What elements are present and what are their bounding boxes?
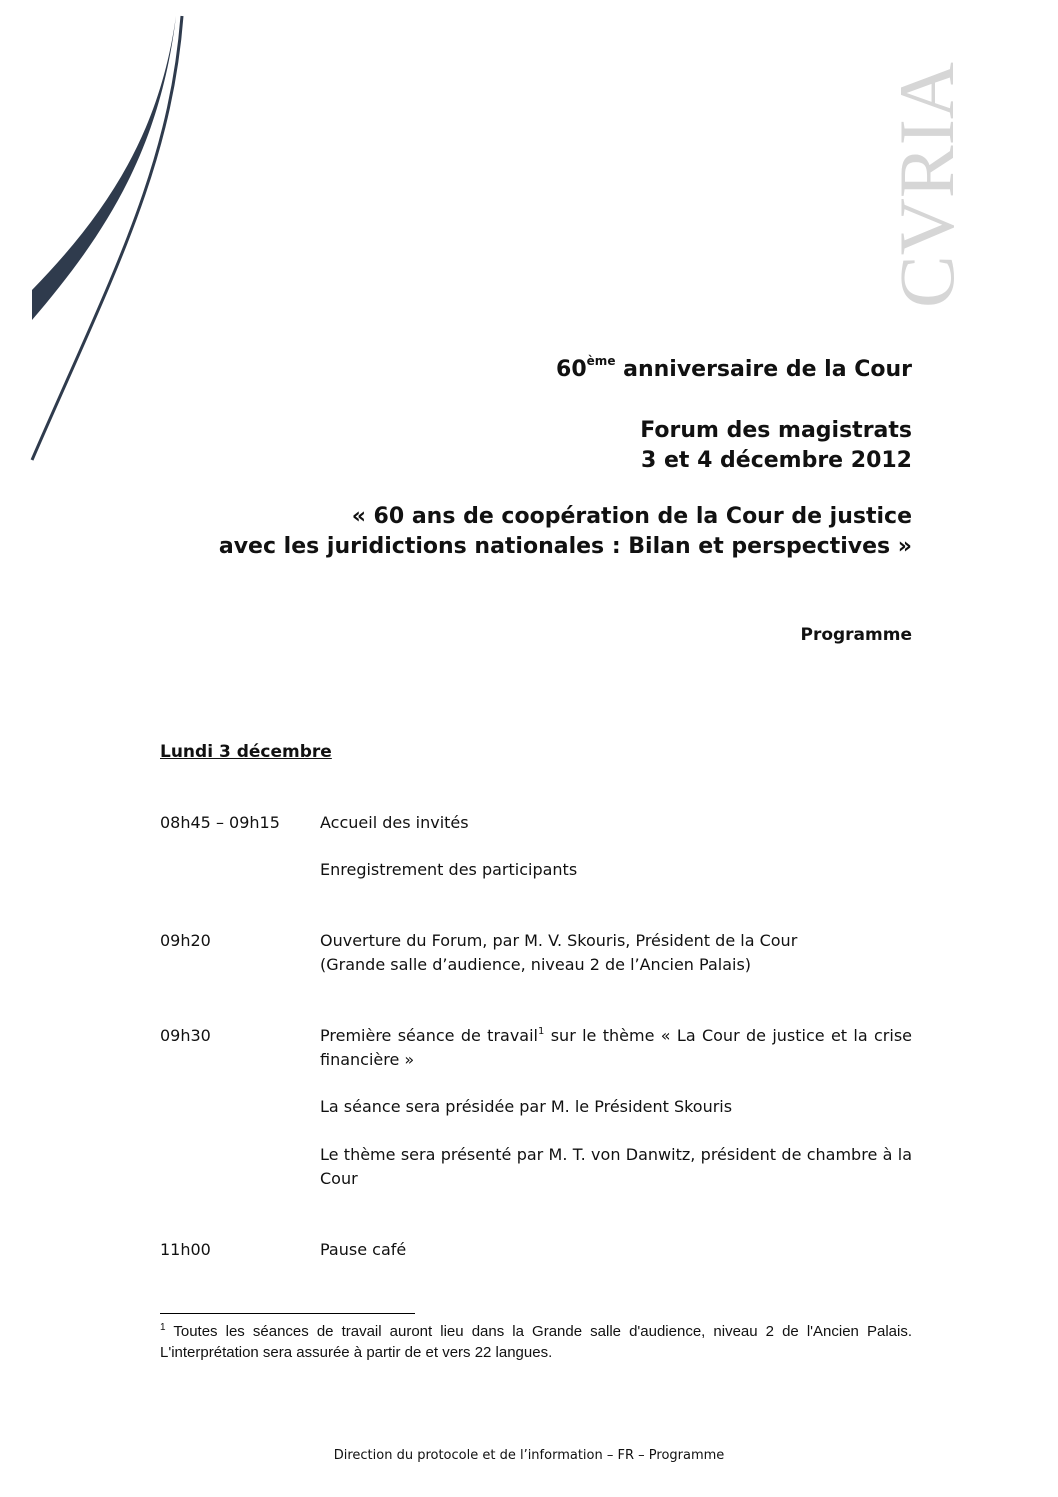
footnote-number: 1	[160, 1322, 166, 1333]
anniversary-number: 60	[556, 357, 587, 382]
schedule-description	[320, 929, 912, 977]
anniversary-superscript: ème	[586, 354, 616, 368]
anniversary-text: anniversaire de la Cour	[615, 357, 912, 382]
forum-dates: 3 et 4 décembre 2012	[641, 448, 912, 473]
schedule-description: Accueil des invités	[320, 813, 469, 832]
schedule-time: 11h00	[160, 1240, 211, 1259]
schedule-description: Enregistrement des participants	[320, 860, 578, 879]
programme-label: Programme	[800, 625, 912, 645]
theme-line-1: « 60 ans de coopération de la Cour de justice	[351, 504, 912, 529]
theme-line-2: avec les juridictions nationales : Bilan et perspectives »	[218, 534, 912, 559]
schedule-time: 09h30	[160, 1026, 211, 1045]
schedule-description: Pause café	[320, 1240, 407, 1259]
schedule-description-line: (Grande salle d’audience, niveau 2 de l’Ancien Palais)	[320, 955, 752, 974]
cvria-logo-text: CVRIA	[883, 65, 970, 308]
session-theme-text: sur le thème « La Cour de justice et la crise financière »	[320, 1026, 912, 1069]
schedule-description	[320, 1024, 912, 1072]
footnote-text: Toutes les séances de travail auront lieu dans la Grande salle d'audience, niveau 2 de l'Ancien Palais. L'interprétation sera assurée à partir de et vers 22 langues.	[160, 1323, 912, 1361]
schedule-description-line: Ouverture du Forum, par M. V. Skouris, Président de la Cour	[320, 931, 798, 950]
schedule-time: 08h45 – 09h15	[160, 813, 280, 832]
day-heading: Lundi 3 décembre	[160, 742, 332, 762]
cvria-logo	[883, 58, 970, 314]
footnote	[160, 1321, 912, 1363]
schedule-time: 09h20	[160, 931, 211, 950]
schedule-description: La séance sera présidée par M. le Président Skouris	[320, 1097, 733, 1116]
session-text: Première séance de travail	[320, 1026, 538, 1045]
footnote-separator	[160, 1313, 415, 1314]
schedule-description: Le thème sera présenté par M. T. von Danwitz, président de chambre à la Cour	[320, 1145, 912, 1188]
footnote-reference: 1	[538, 1026, 545, 1037]
logo-swoosh	[0, 0, 200, 470]
forum-title: Forum des magistrats	[640, 418, 912, 443]
page-footer: Direction du protocole et de l’information – FR – Programme	[333, 1448, 725, 1463]
anniversary-title	[556, 355, 912, 385]
